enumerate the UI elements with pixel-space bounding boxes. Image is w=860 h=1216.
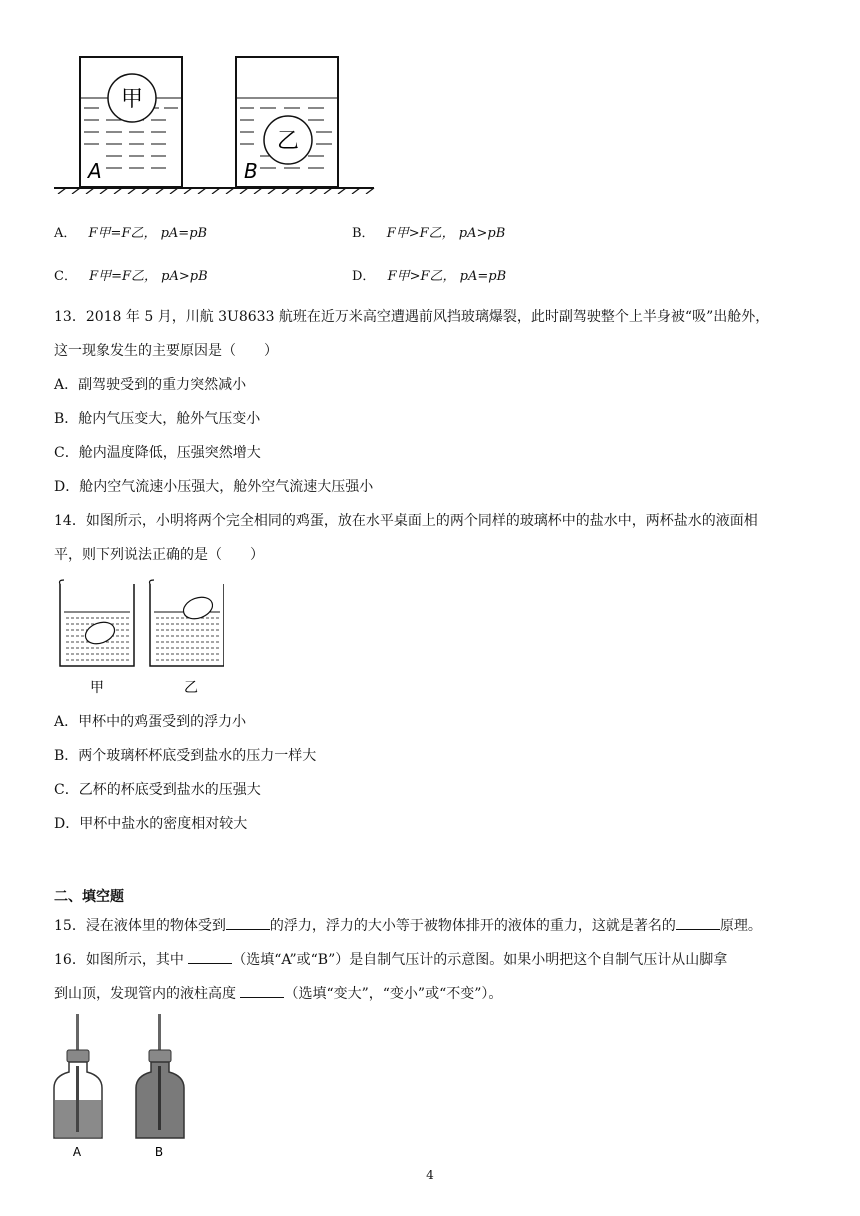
q15-text-1: 15．浸在液体里的物体受到 — [54, 918, 226, 934]
q13-stem-line2: 这一现象发生的主要原因是（ ） — [54, 343, 278, 359]
q15-blank-2[interactable] — [676, 915, 720, 930]
q16-blank-2[interactable] — [240, 983, 284, 998]
q13-option-a: A．副驾驶受到的重力突然减小 — [54, 377, 247, 393]
q12-option-a — [54, 225, 207, 243]
section-heading: 二、填空题 — [54, 889, 124, 905]
container-b-label: B — [244, 159, 258, 183]
option-letter: B． — [352, 226, 375, 241]
q14-figure — [54, 578, 224, 698]
cup-yi-label: 乙 — [184, 680, 198, 696]
page-number: 4 — [426, 1168, 434, 1182]
option-letter: A． — [54, 226, 77, 241]
q12-figure — [54, 54, 384, 194]
option-letter: D． — [352, 269, 376, 284]
q16-text-3: 到山顶，发现管内的液柱高度 — [54, 986, 241, 1002]
option-formula: F甲>F乙， pA=pB — [387, 269, 507, 284]
ball-jia-label: 甲 — [120, 87, 144, 112]
option-letter: C． — [54, 269, 77, 284]
q16-figure — [52, 1014, 192, 1164]
q14-option-a: A．甲杯中的鸡蛋受到的浮力小 — [54, 714, 247, 730]
cup-jia-label: 甲 — [90, 680, 104, 696]
q12-option-d — [352, 268, 506, 286]
q16-line2 — [54, 983, 502, 1004]
q15-blank-1[interactable] — [226, 915, 270, 930]
ball-yi-label: 乙 — [276, 129, 300, 154]
q13-option-d: D．舱内空气流速小压强大，舱外空气流速大压强小 — [54, 479, 374, 495]
q13-stem-line1: 13．2018 年 5 月，川航 3U8633 航班在近万米高空遭遇前风挡玻璃爆裂，此时副驾驶整个上半身被“吸”出舱外， — [54, 309, 770, 325]
container-a-label: A — [88, 159, 102, 183]
q15-line — [54, 915, 762, 936]
q16-blank-1[interactable] — [188, 949, 232, 964]
bottle-b-label: B — [154, 1145, 164, 1159]
q14-option-d: D．甲杯中盐水的密度相对较大 — [54, 816, 248, 832]
q14-stem-line2: 平，则下列说法正确的是（ ） — [54, 547, 264, 563]
option-formula: F甲>F乙， pA>pB — [386, 226, 506, 241]
q14-option-b: B．两个玻璃杯杯底受到盐水的压力一样大 — [54, 748, 317, 764]
q16-line1 — [54, 949, 727, 970]
q16-text-2: （选填“A”或“B”）是自制气压计的示意图。如果小明把这个自制气压计从山脚拿 — [232, 952, 728, 968]
q16-text-1: 16．如图所示，其中 — [54, 952, 189, 968]
q15-text-2: 的浮力，浮力的大小等于被物体排开的液体的重力，这就是著名的 — [269, 918, 676, 934]
q12-option-c — [54, 268, 208, 286]
bottle-a-label: A — [72, 1145, 82, 1159]
q13-option-c: C．舱内温度降低，压强突然增大 — [54, 445, 261, 461]
q13-option-b: B．舱内气压变大，舱外气压变小 — [54, 411, 261, 427]
option-formula: F甲=F乙， pA=pB — [88, 226, 208, 241]
q12-option-b — [352, 225, 505, 243]
q14-option-c: C．乙杯的杯底受到盐水的压强大 — [54, 782, 261, 798]
q16-text-4: （选填“变大”，“变小”或“不变”）。 — [284, 986, 503, 1002]
q15-text-3: 原理。 — [719, 918, 762, 934]
q14-stem-line1: 14．如图所示，小明将两个完全相同的鸡蛋，放在水平桌面上的两个同样的玻璃杯中的盐水中，两杯盐水的液面相 — [54, 513, 758, 529]
option-formula: F甲=F乙， pA>pB — [89, 269, 208, 284]
